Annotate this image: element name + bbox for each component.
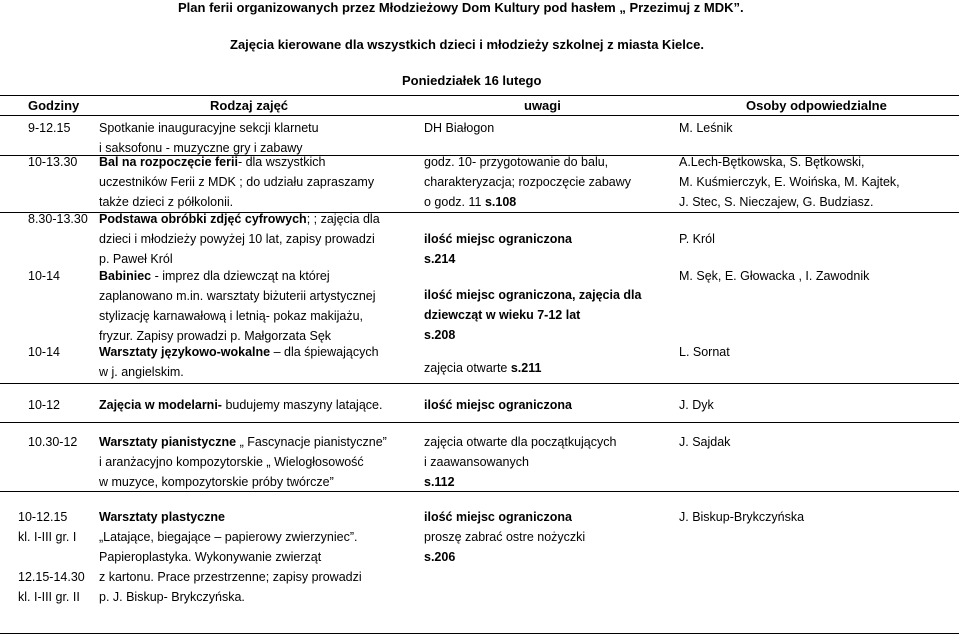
people-line: M. Sęk, E. Głowacka , I. Zawodnik bbox=[679, 269, 870, 283]
activity-line-text: stylizację karnawałową i letnią- pokaz makijażu, bbox=[99, 309, 364, 323]
activity-line-text: Spotkanie inauguracyjne sekcji klarnetu bbox=[99, 121, 319, 135]
activity-line bbox=[99, 587, 245, 607]
activity-line bbox=[99, 152, 325, 172]
activity-line bbox=[99, 172, 374, 192]
table-header-rule bbox=[0, 115, 959, 116]
activity-line bbox=[99, 452, 364, 472]
notes-line-bold: ilość miejsc ograniczona bbox=[424, 398, 572, 412]
notes-line-bold: s.108 bbox=[484, 195, 517, 209]
activity-line-text: Papieroplastyka. Wykonywanie zwierząt bbox=[99, 550, 322, 564]
people-line: M. Kuśmierczyk, E. Woińska, M. Kajtek, bbox=[679, 175, 900, 189]
day-heading: Poniedziałek 16 lutego bbox=[402, 73, 542, 88]
activity-line bbox=[99, 229, 375, 249]
activity-line-text: - imprez dla dziewcząt na której bbox=[151, 269, 330, 283]
column-header-notes: uwagi bbox=[524, 98, 561, 113]
activity-line-text: i saksofonu - muzyczne gry i zabawy bbox=[99, 141, 303, 155]
column-header-hours: Godziny bbox=[28, 98, 80, 113]
activity-line-text: budujemy maszyny latające. bbox=[221, 398, 383, 412]
people-line: M. Leśnik bbox=[679, 121, 733, 135]
activity-line bbox=[99, 209, 380, 229]
activity-line bbox=[99, 342, 379, 362]
time-cell: 10-14 bbox=[28, 269, 60, 283]
activity-line bbox=[99, 306, 363, 326]
activity-line-bold: Warsztaty językowo-wokalne bbox=[99, 345, 271, 359]
activity-line-text: i aranżacyjno kompozytorskie „ Wielogłosowość bbox=[99, 455, 364, 469]
activity-line bbox=[99, 507, 225, 527]
activity-line-bold: Warsztaty plastyczne bbox=[99, 510, 225, 524]
time-cell: 8.30-13.30 bbox=[28, 212, 88, 226]
activity-line-text: w muzyce, kompozytorskie próby twórcze” bbox=[99, 475, 334, 489]
activity-line bbox=[99, 472, 334, 492]
table-bottom-rule bbox=[0, 633, 959, 634]
time-cell: 9-12.15 bbox=[28, 121, 71, 135]
notes-line bbox=[424, 305, 580, 325]
notes-line bbox=[424, 192, 516, 212]
notes-line bbox=[424, 507, 572, 527]
notes-line-text: zajęcia otwarte dla początkujących bbox=[424, 435, 617, 449]
people-line: A.Lech-Bętkowska, S. Bętkowski, bbox=[679, 155, 865, 169]
notes-line-text: DH Białogon bbox=[424, 121, 495, 135]
row-divider bbox=[0, 383, 959, 384]
people-line: P. Król bbox=[679, 232, 715, 246]
activity-line-text: ; ; zajęcia dla bbox=[306, 212, 380, 226]
activity-line bbox=[99, 527, 357, 547]
notes-line-bold: s.211 bbox=[510, 361, 542, 375]
notes-line bbox=[424, 172, 631, 192]
activity-line-bold: Babiniec bbox=[99, 269, 152, 283]
people-line: J. Dyk bbox=[679, 398, 714, 412]
notes-line bbox=[424, 527, 585, 547]
activity-line-text: p. Paweł Król bbox=[99, 252, 173, 266]
row-divider bbox=[0, 422, 959, 423]
activity-line-text: zaplanowano m.in. warsztaty biżuterii artystycznej bbox=[99, 289, 376, 303]
activity-line bbox=[99, 432, 387, 452]
activity-line-text: także dzieci z półkolonii. bbox=[99, 195, 234, 209]
activity-line-text: fryzur. Zapisy prowadzi p. Małgorzata Sęk bbox=[99, 329, 332, 343]
notes-line bbox=[424, 452, 529, 472]
activity-line-bold: Bal na rozpoczęcie ferii bbox=[99, 155, 238, 169]
activity-line-text: - dla wszystkich bbox=[237, 155, 326, 169]
notes-line bbox=[424, 358, 541, 378]
notes-line-text: o godz. 11 bbox=[424, 195, 485, 209]
notes-line-text: charakteryzacja; rozpoczęcie zabawy bbox=[424, 175, 632, 189]
people-line: L. Sornat bbox=[679, 345, 730, 359]
notes-line-bold: s.206 bbox=[424, 550, 456, 564]
activity-line bbox=[99, 362, 184, 382]
notes-line-bold: ilość miejsc ograniczona, zajęcia dla bbox=[424, 288, 642, 302]
time-cell: 10-12.15 bbox=[18, 510, 68, 524]
notes-line-bold: ilość miejsc ograniczona bbox=[424, 510, 572, 524]
notes-line-text: godz. 10- przygotowanie do balu, bbox=[424, 155, 609, 169]
notes-line bbox=[424, 432, 616, 452]
activity-line-text: „Latające, biegające – papierowy zwierzyniec”. bbox=[99, 530, 358, 544]
notes-line bbox=[424, 118, 494, 138]
notes-line-bold: s.214 bbox=[424, 252, 456, 266]
time-cell: 10-13.30 bbox=[28, 155, 78, 169]
activity-line bbox=[99, 118, 319, 138]
column-header-people: Osoby odpowiedzialne bbox=[746, 98, 887, 113]
notes-line-bold: s.112 bbox=[424, 475, 455, 489]
activity-line bbox=[99, 286, 376, 306]
activity-line-bold: Warsztaty pianistyczne bbox=[99, 435, 237, 449]
notes-line bbox=[424, 285, 641, 305]
notes-line bbox=[424, 152, 608, 172]
people-line: J. Biskup-Brykczyńska bbox=[679, 510, 805, 524]
activity-line bbox=[99, 395, 382, 415]
column-header-type: Rodzaj zajęć bbox=[210, 98, 289, 113]
activity-line-text: p. J. Biskup- Brykczyńska. bbox=[99, 590, 245, 604]
time-cell: 10.30-12 bbox=[28, 435, 78, 449]
notes-line-text: zajęcia otwarte bbox=[424, 361, 511, 375]
people-line: J. Sajdak bbox=[679, 435, 731, 449]
notes-line bbox=[424, 547, 455, 567]
activity-line-text: z kartonu. Prace przestrzenne; zapisy prowadzi bbox=[99, 570, 362, 584]
activity-line-text: „ Fascynacje pianistyczne” bbox=[236, 435, 387, 449]
activity-line-bold: Podstawa obróbki zdjęć cyfrowych bbox=[99, 212, 307, 226]
notes-line-text: i zaawansowanych bbox=[424, 455, 529, 469]
time-cell: kl. I-III gr. I bbox=[18, 530, 77, 544]
notes-line-bold: s.208 bbox=[424, 328, 456, 342]
time-cell: 10-12 bbox=[28, 398, 60, 412]
document-subtitle: Zajęcia kierowane dla wszystkich dzieci i młodzieży szkolnej z miasta Kielce. bbox=[230, 37, 704, 52]
activity-line bbox=[99, 547, 321, 567]
table-top-rule bbox=[0, 95, 959, 96]
time-cell: 12.15-14.30 bbox=[18, 570, 85, 584]
activity-line-text: – dla śpiewających bbox=[270, 345, 379, 359]
people-line: J. Stec, S. Nieczajew, G. Budziasz. bbox=[679, 195, 874, 209]
time-cell: 10-14 bbox=[28, 345, 60, 359]
notes-line bbox=[424, 472, 455, 492]
notes-line bbox=[424, 229, 572, 249]
document-title: Plan ferii organizowanych przez Młodzieżowy Dom Kultury pod hasłem „ Przezimuj z MDK”. bbox=[178, 0, 744, 15]
notes-line-bold: dziewcząt w wieku 7-12 lat bbox=[424, 308, 581, 322]
activity-line bbox=[99, 266, 330, 286]
time-cell: kl. I-III gr. II bbox=[18, 590, 80, 604]
activity-line-text: uczestników Ferii z MDK ; do udziału zapraszamy bbox=[99, 175, 375, 189]
activity-line-bold: Zajęcia w modelarni- bbox=[99, 398, 222, 412]
notes-line-bold: ilość miejsc ograniczona bbox=[424, 232, 572, 246]
notes-line bbox=[424, 395, 572, 415]
notes-line bbox=[424, 249, 455, 269]
notes-line-text: proszę zabrać ostre nożyczki bbox=[424, 530, 586, 544]
activity-line-text: dzieci i młodzieży powyżej 10 lat, zapisy prowadzi bbox=[99, 232, 375, 246]
activity-line-text: w j. angielskim. bbox=[99, 365, 184, 379]
notes-line bbox=[424, 325, 455, 345]
activity-line bbox=[99, 567, 362, 587]
